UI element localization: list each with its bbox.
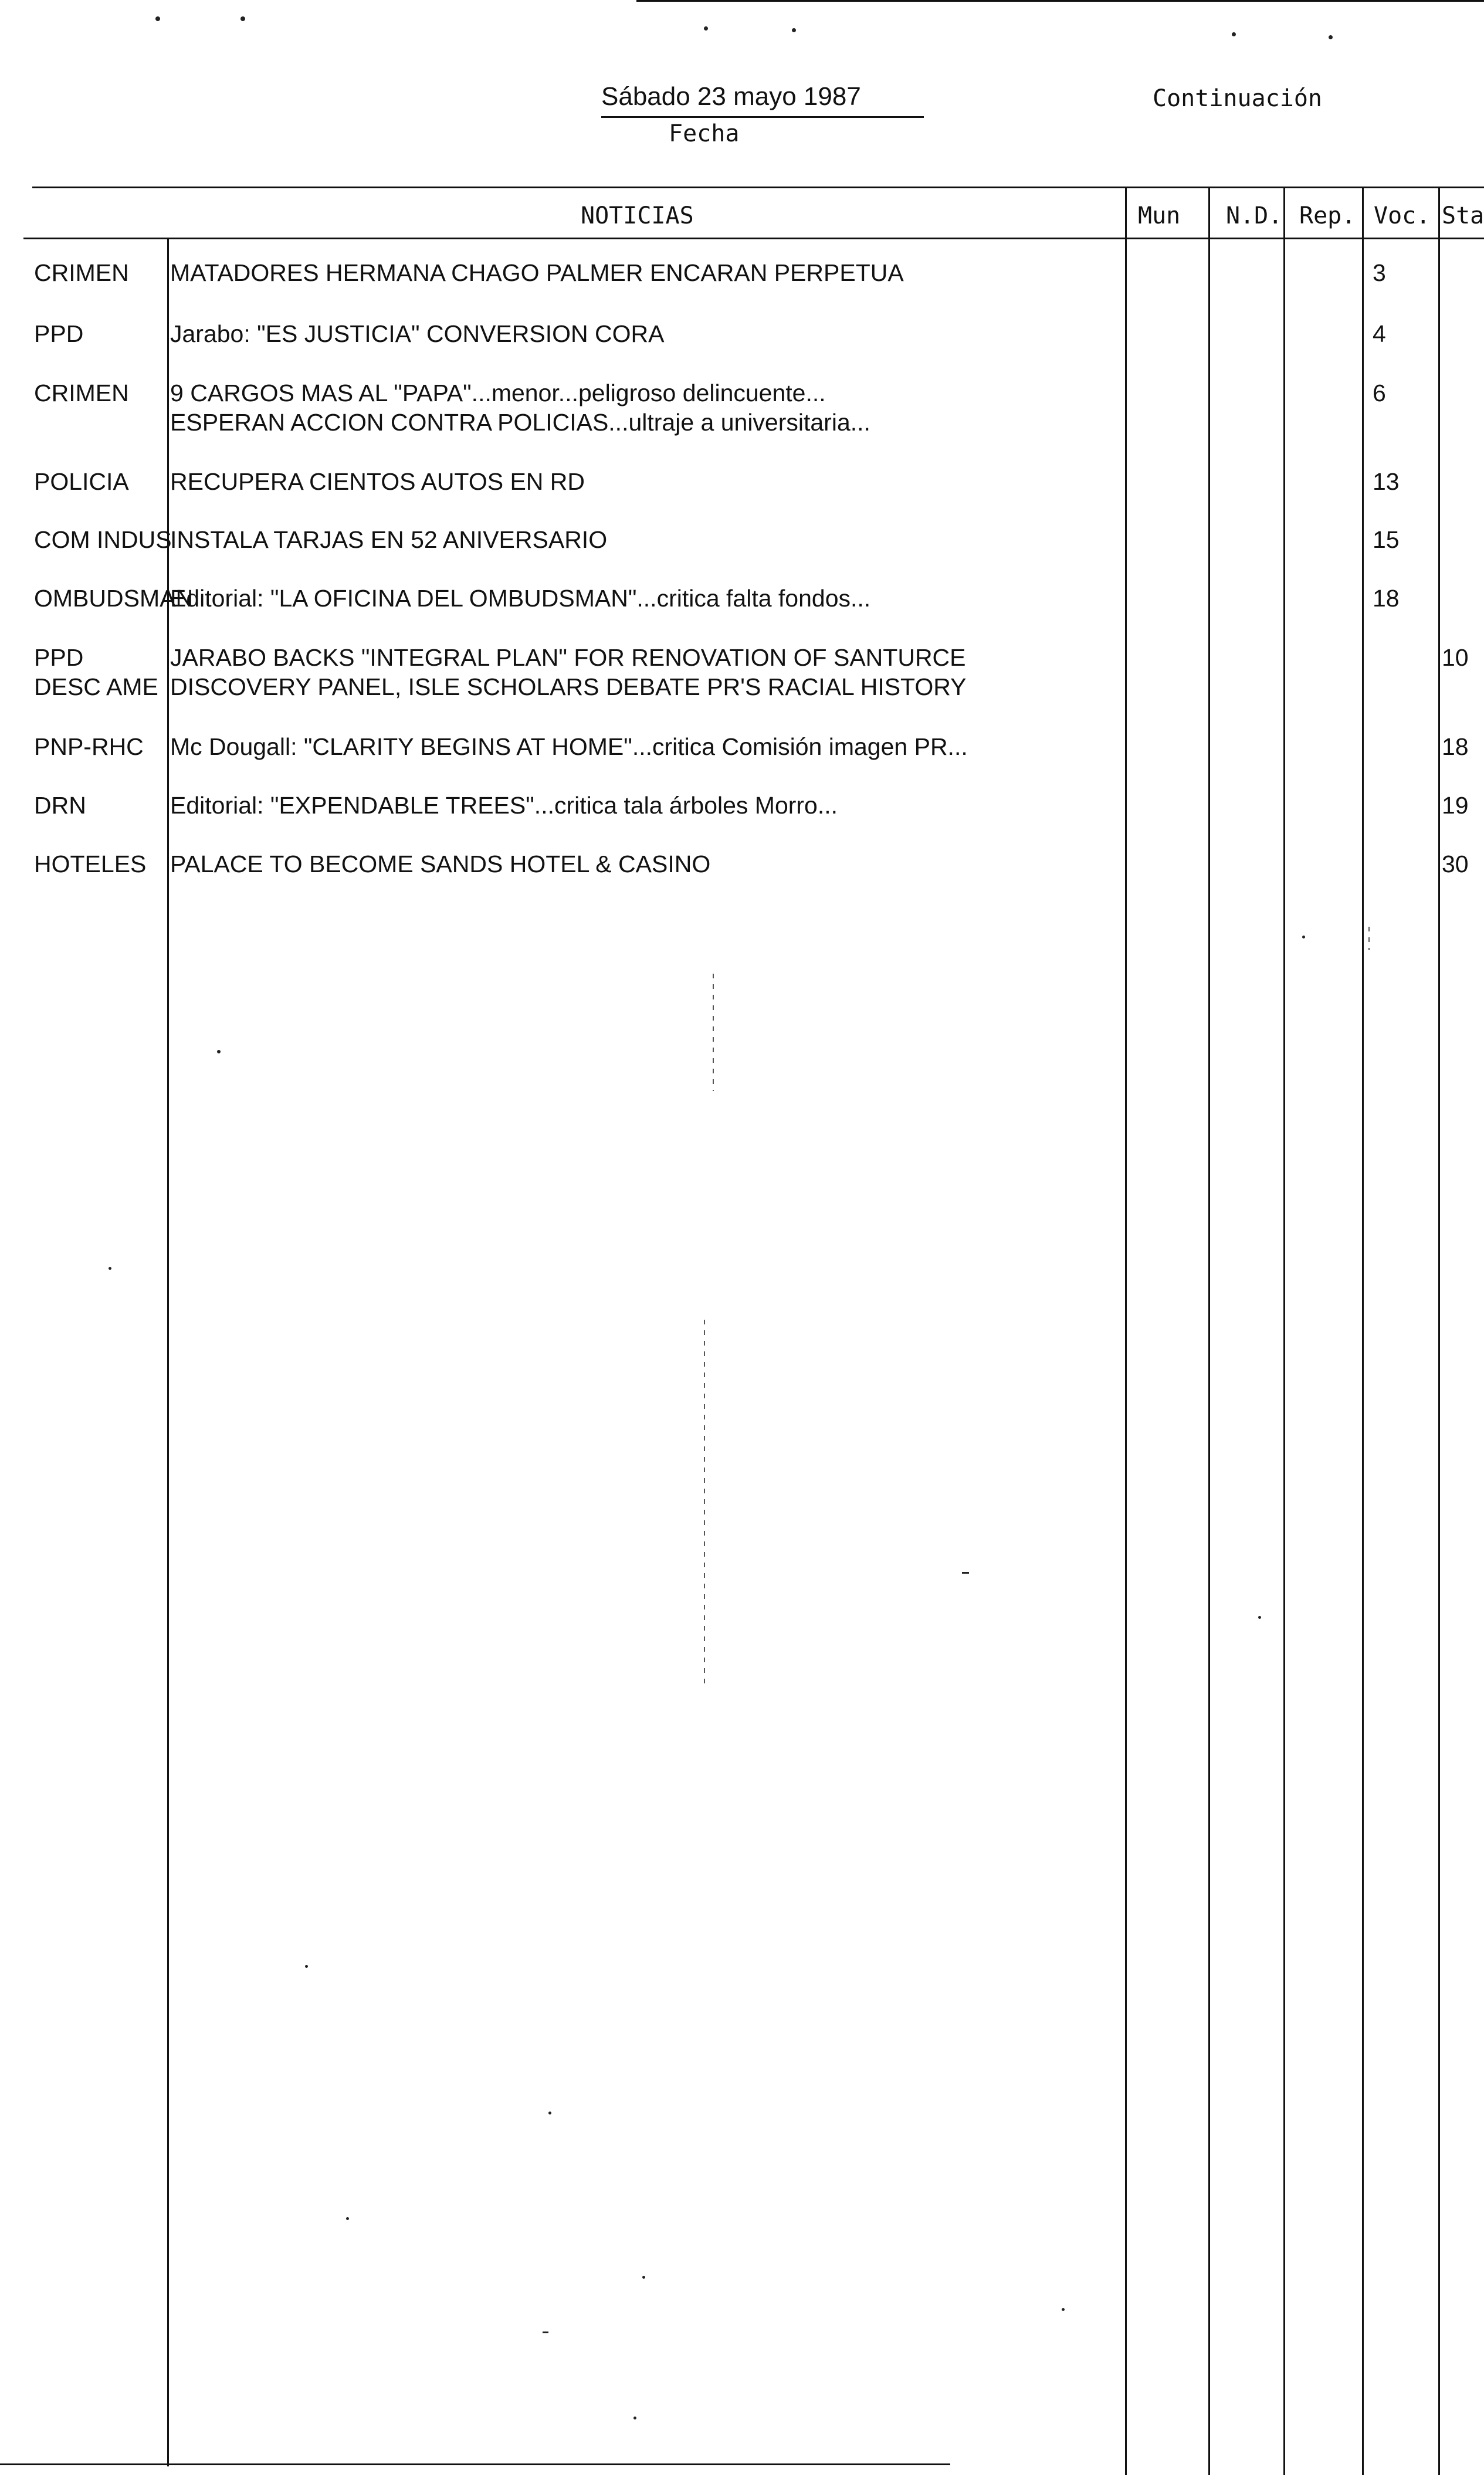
row-headline: Editorial: "LA OFICINA DEL OMBUDSMAN"...critica falta fondos...	[170, 585, 871, 612]
voc-column-left	[1362, 188, 1364, 2475]
row-headline-second-line: ESPERAN ACCION CONTRA POLICIAS...ultraje a universitaria...	[170, 409, 870, 436]
scan-speck	[1302, 936, 1305, 938]
row-category-second-line: DESC AME	[34, 673, 158, 700]
row-headline: JARABO BACKS "INTEGRAL PLAN" FOR RENOVATION OF SANTURCE	[170, 644, 966, 671]
fold-mark	[1368, 927, 1370, 950]
scan-speck	[1258, 1616, 1261, 1619]
nd-column-left	[1208, 188, 1210, 2475]
row-category: PPD	[34, 644, 84, 671]
row-category: CRIMEN	[34, 379, 129, 406]
row-category: PNP-RHC	[34, 733, 144, 760]
row-sta: 30	[1442, 850, 1469, 877]
row-category: CRIMEN	[34, 259, 129, 286]
scan-speck	[962, 1572, 969, 1574]
mun-column-left	[1125, 188, 1127, 2475]
column-header-rep: Rep.	[1299, 202, 1356, 229]
column-header-voc: Voc.	[1374, 202, 1431, 229]
scan-speck	[1062, 2308, 1065, 2311]
row-headline: Editorial: "EXPENDABLE TREES"...critica tala árboles Morro...	[170, 792, 838, 819]
row-voc: 3	[1373, 259, 1386, 286]
fold-mark	[713, 974, 714, 1091]
row-headline: Jarabo: "ES JUSTICIA" CONVERSION CORA	[170, 320, 665, 347]
scan-speck	[1232, 32, 1236, 36]
scan-speck	[240, 16, 245, 21]
row-category: HOTELES	[34, 850, 147, 877]
row-voc: 15	[1373, 526, 1400, 553]
column-header-sta: Sta	[1442, 202, 1484, 229]
row-voc: 18	[1373, 585, 1400, 612]
row-headline: PALACE TO BECOME SANDS HOTEL & CASINO	[170, 850, 711, 877]
scan-speck	[543, 2331, 548, 2333]
scan-speck	[217, 1050, 221, 1053]
row-headline: INSTALA TARJAS EN 52 ANIVERSARIO	[170, 526, 608, 553]
continuation-label: Continuación	[1153, 85, 1322, 112]
row-sta: 10	[1442, 644, 1469, 671]
sta-column-left	[1438, 188, 1440, 2475]
rep-column-left	[1283, 188, 1285, 2475]
scan-speck	[642, 2276, 645, 2279]
column-header-mun: Mun	[1138, 202, 1181, 229]
scan-speck	[792, 28, 796, 32]
row-category: DRN	[34, 792, 86, 819]
scan-speck	[305, 1965, 308, 1968]
table-header-rule	[23, 238, 1484, 239]
fold-mark	[704, 1320, 705, 1683]
date-underline	[601, 116, 924, 118]
row-voc: 13	[1373, 468, 1400, 495]
scan-speck	[548, 2112, 551, 2114]
scan-speck	[704, 26, 708, 31]
scan-speck	[633, 2417, 636, 2419]
column-header-nd: N.D.	[1226, 202, 1283, 229]
row-headline-second-line: DISCOVERY PANEL, ISLE SCHOLARS DEBATE PR'S RACIAL HISTORY	[170, 673, 967, 700]
row-category: POLICIA	[34, 468, 129, 495]
row-headline: 9 CARGOS MAS AL "PAPA"...menor...peligroso delincuente...	[170, 379, 826, 406]
row-headline: Mc Dougall: "CLARITY BEGINS AT HOME"...critica Comisión imagen PR...	[170, 733, 968, 760]
date-label: Fecha	[669, 120, 740, 147]
scan-speck	[109, 1267, 111, 1270]
row-category: COM INDUS	[34, 526, 172, 553]
row-voc: 6	[1373, 379, 1386, 406]
scan-speck	[346, 2217, 349, 2220]
date-value: Sábado 23 mayo 1987	[601, 82, 861, 111]
row-sta: 18	[1442, 733, 1469, 760]
row-headline: RECUPERA CIENTOS AUTOS EN RD	[170, 468, 585, 495]
row-sta: 19	[1442, 792, 1469, 819]
row-category: PPD	[34, 320, 84, 347]
scan-speck	[1329, 35, 1333, 39]
row-headline: MATADORES HERMANA CHAGO PALMER ENCARAN PERPETUA	[170, 259, 904, 286]
column-header-noticias: NOTICIAS	[581, 202, 694, 229]
row-voc: 4	[1373, 320, 1386, 347]
table-bottom-rule	[0, 2463, 950, 2465]
scan-speck	[155, 16, 160, 21]
top-rule	[636, 0, 1484, 2]
table-top-rule	[32, 187, 1484, 188]
category-column-divider	[167, 238, 169, 2466]
row-category: OMBUDSMAN	[34, 585, 194, 612]
